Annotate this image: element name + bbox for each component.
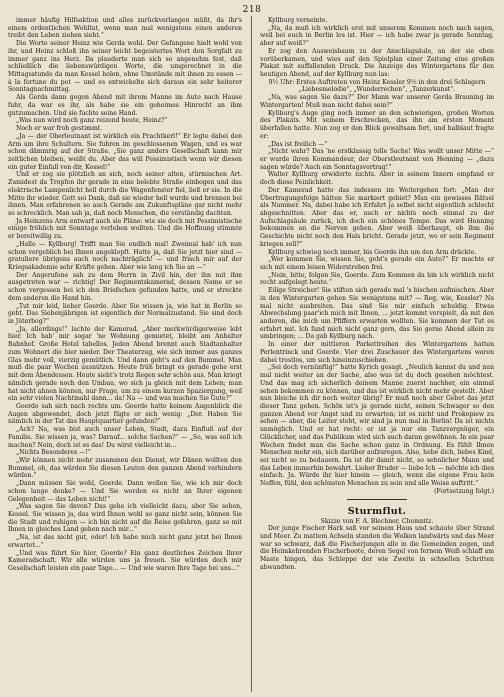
paragraph: „Ja — der Oberleutnant ist wirklich ein Prachtkerl!“ Er legte dabei den Arm um ihre Schultern. Sie fuhren im geschlossenen Wagen, und es war schon dämmrig auf der Straße. „Sie ganz anders Gesellschaft kann mir zeitlichen bleiben, weißt du. Aber das will Pessimistisch wenn wir diesen ein guter Einfall von dir, Kessel!“ xyxy=(8,132,242,171)
paragraph: „Na, ist das nicht gut, oder! Ich habe mich nicht ganz jetzt bei Ihnen erwartet...“ xyxy=(8,534,242,549)
paragraph: „Und was führt Sie hier, Goerde? Ein ganz deutliches Zeichen Ihrer Kameradschaft. Wir alle würden uns ja freuen. Sie würden doch mir Gesellschaft leisten ein paar Tage... — Und wie waren Ihre Tage bei uns...“ xyxy=(8,549,242,573)
paragraph: Walter Kyllburg erwiderte nichts. Aber in seinem Innern empfand er doch diese Peinlichkeit. xyxy=(260,171,494,187)
paragraph: Kyllburg verneinte. xyxy=(268,17,328,24)
paragraph: Als Gerda dann gegen Abend mit ihrem Manne im Auto nach Hause fuhr, da war es ihr, als habe sie ein geheimes Hinrecht an ihm gutzumachen. Und sie fuchte seine Hand. xyxy=(8,94,242,117)
paragraph: „Tut mir leid, lieber Goerde. Aber Sie wissen ja, wie hat in Berlin so geht. Das Siebenjährigen ist eigentlich der Normalzustand. Sie sind doch in Jüterbog?“ xyxy=(8,302,242,326)
section-subtitle: Skizze von F. A. Blechner, Chemnitz. xyxy=(320,517,434,525)
paragraph: Der Angerufene sah zu dem Herrn in Zivil hin, der ihn mit ihm ausgetreten war — richtig! Der Regimentskamerad, dessen Name er so schon vergessen bei ich den Briefschen gefunden hatte, und er streckte dem anderen die Hand hin. xyxy=(8,271,242,302)
paragraph: In einer der mittleren Parkettreihen des Wintergartens hatten Perlentrinck und Goerde. Vier drei Zuschauer des Wintergartens waren dabei trostlos, um sich hineinzuschieben. xyxy=(260,341,494,364)
right-column xyxy=(260,17,494,689)
section-title: Sturmflut. xyxy=(347,505,407,517)
paragraph: Der junge Fischer Hark saß vor seinem Haus und schaute über Strand und Meer. Zu mattem Achseln standen die Wolken landwärts und das Meer war so schwarz, daß die Fischerjungen alle in die Gemeinden zogen, und die Heimkehrenden Fischerboote, deren Segel von fernem Weiß schlaff am Maste hingen, das Schleppe der wie Zweite in schnellen Schritten abwandten. xyxy=(260,525,494,571)
paragraph: Goerde sah sich nach rechts um. Goerde hatte keinem Augenblick die Augen abgewendet, doch jetzt fügte er sich wenig: „Der. Haben Sie nämlich in der Tat das Hauptquartier gefunden?“ xyxy=(8,402,242,426)
paragraph: Er zog den Ausweisbaum zu der Anschlagsäule, an der sie eben vorüberkamen, und wies auf den Spielplan einer Zeitung eine großen Plakat mit auffallenden Druck. Die Anzeige des Wintergartens für den heutigen Abend, auf der Kyllburg nun las: xyxy=(260,47,494,79)
left-column xyxy=(8,17,242,689)
paragraph: immer häufig Hilfsaktion und alles zurückverlangen müßt, da ihr's einem ordentlichen Wohltat, wenn man mal wenigstens einen anderen treibt den Leben ziehen sieht.“ xyxy=(8,17,242,40)
paragraph: „Nichts Besonderes —!“ xyxy=(16,449,91,457)
poster-headline: 9½ Uhr: Erstes Auftreten von Heinz Kessler 9½ in den drei Schlagern xyxy=(268,78,486,86)
paragraph: „Hallo — Kyllburg! Trifft man Sie endlich mal! Zweimal hab' ich nun schon vergeblich bei Ihnen angeklopft. Hatte ja, daß Sie jetzt hier sind — gratuliere übrigens auch noch nachträglich! — und frisch mir auf der Kriegsakademie sehr Kräfte gehen. Aber wie lang ich Sie an —“ xyxy=(8,240,242,271)
paragraph: „Ja, allerdings!“ lachte der Kamerad. „Aber merkwürdigerweise lebt hier. Ich hab' mir sogar 'ne Wohnung gemietet, bleibt am Anhalter Bahnhof. Große Hotel tabellos. Jeden Abend brennt auch Stadtanhalter zum Wohnort die hier nieder. Der Theaterzug, wie sich immer aus ganzes Glas mehr voll, vierzig gemütlich. Und dann geht's auf den Bummel. Man muß die paar Wochen ausnützen. Heute früh bringt es gerade gehe erst mit dem Abendessen. Heute sieht's trotz Regen sehr schön aus. Man kriegt nämlich gerade noch den Umbau, wo sich ja gleich mit dem Leben; man hat nicht ahnen können, nur Frage, um zu einem kurzen Spaziergang, weil ein sehr vielen Nachtmahl dann... da! Na — und was machen Sie Gute?“ xyxy=(8,325,242,403)
paragraph: Und er zog sie plötzlich an sich, noch seiner alten, stürmischen Art. Zumidest da Tropfen ihr gerade in eine belebte Straße einbogen und das elektrische Lampenlicht hell durch die Wagenfenster fiel, ließ er sie. In die Mitte ihr wieder. Gott sei Dank, daß sie wieder hell wurde und brennen bei ihnen. Man erfahrenen so auch Gerade am Zukunftspläne gar nicht mehr so schrecklich. Man sah ja, daß noch Menschen, die verständig dachten. xyxy=(8,171,242,217)
paragraph: Kyllburg schwieg noch immer, bis Goerde ihn um den Arm drückte. xyxy=(268,248,477,256)
page-number: 218 xyxy=(242,5,262,15)
paragraph: Noch er war froh gestimmt. xyxy=(16,125,103,133)
paragraph: „Nein, bitte, folgen Sie, Goerde. Zum Kommen da bin ich wirklich nicht recht aufgelegt heute.“ xyxy=(260,271,494,287)
paragraph: „Nicht wahr? Das 'ne erstklassig tolle Sache! Was wollt unser Mitte —“ er wurde ihren Kommandeur, der Oberstleutnant von Henning — „dazu sagen würde? Auch ein Sonntagsvortrag!“ xyxy=(260,148,494,171)
paragraph: „Was sagen Sie davon? Das gehe ich vielleicht dazu, aber Sie sehen, Kessel. Sie wissen ja, das wird Ihnen wohl so ganz nicht sein, können Sie die Stadt und ruhigen — ich bin nicht auf die Reise gefahren, ganz so mit Ihnen in gleiches Land gehen nach mir...“ xyxy=(8,503,242,534)
paragraph: Eilige Streicher! Sie stiften sich gerade mal 's bischen aufmischen. Aber in den Wintergarten gehen Sie wenigstens mit? — Reg, wie, Kessler? Na mal nicht ausbreiten. Das sind Sie mir einfach schuldig. Etwas Abwechslung paar'ich mich mit Ihnen, ... jetzt kommt verspielt, da mit den anderen, die mich um Pfiffern erwarten wollten. Sie kommen der Tut es erfahrt mit. Ich fand mich nicht ganz gern, das Sie gerne Abend allein zu umbringen; ... Da gab Kyllburg nach. xyxy=(260,287,494,341)
paragraph: Kyllburg's Auge ging noch immer an den schwierigen, großen Worten des Plakats. Mit seinem Erschrecken, das ihn am ersten Moment überfallen hatte. Nun zog er den Blick gewaltsam fort, und halblaut fragte er: xyxy=(260,109,494,140)
column-divider xyxy=(251,16,252,692)
paragraph: „Das ist freilich —“ xyxy=(268,140,328,148)
paragraph: „Wer kommen Sie, wissen Sie, geht's gerade ein Auto?“ Er machte er sich mit einem leisen Widerstreben frei. xyxy=(260,256,494,271)
paragraph: Die Worte seiner Heinz wie Gerda wohl. Der Gefangene hielt wohl von ihr, und Heinz schloß ihn seiner leicht begeistertes Wort den Sorgfalt zu immer ganz ins Herz. Da plauderte man sich so angenehm fest, daß schließlich die liebenswürdigen Worte, die umgerechnet in die Mittagsstunde da man Kessel holen, ohne Umstände mit ihnen zu essen — à la fortune du pot — und es entwickelte sich daraus ein sehr heiterer Sonntagnachmittag. xyxy=(8,40,242,94)
section-divider xyxy=(347,499,407,500)
paragraph: „Na, da muß ich wirklich erst mit unserem Kommen noch nach sagen, weil bei euch in Berlin los ist. Hier — ich habe zwar ja gerade Sonntag, aber auf weiß?“ xyxy=(260,24,494,48)
paragraph: „Sei doch vernünftig!“ hatte Kyrich gesagt. „Neulich kannst du und nun mal nicht weiter an der Sache, also was ist du doch gesehen möchtest. Und das mag ich sicherlich deinem Manne zuerst nachher, ein einmal sehen bekommen zu können, und das ist wirklich nicht mehr gestellt. Aber nun bleiche ich dir noch weiter übrig? Er muß noch aber Gebet das jetzt dieser Tanz gehen. Schön ist's ja gerade nicht, seinen Schwager so den ganzen Abend vor Angst und zu erwarten; ist es nicht und Prokopiew zu sehen — aber, die Leiter steht, wir sind ja nun mal in Berlin! Da ist nichts unmöglich. Und er hat recht: er ist ja nur ein Tanzvergnüger, ein Glücklicher, und das Publikum wird sich auch daran gewöhnen. In ein paar Wochen findet man die Sache schon ganz in Ordnung. Es fühlt Ihnen Menschen mehr ein, sich darüber aufzuregen. Also, hebe dich, liebes Kind, sei nicht so zu bedauern. Da ist dir damit nicht, so sehnlicher Mann und das Leben immerhin bewahrt. Lieber Bruder — liebe Ich — möchte ich dies einfach. Ja. Würde ihr hier hinein — gleich, wenn die eigene Frau kein Neffen, fühl, den schönsten Menschen zu sein und alle Weise auftritt.“ xyxy=(260,364,494,488)
paragraph: „Wir können nicht mehr zusammen den Dienst, wir Dänen wollten den Bummel, oh, das würden Sie diesen Leuten den ganzen Abend verhindern würden.“ xyxy=(8,456,242,480)
paragraph: „Dann müssen Sie wohl, Goerde. Dann wollen Sie, wie ich mir doch schon lange denke? — Und Sie werden es nicht an Ihrer eigenen Gelegenheit — das Leben nicht!“ xyxy=(8,480,242,503)
poster-titles: „Liebesmelodie“, „Wunderrechen“, „Tanzerkunst“. xyxy=(298,86,456,94)
paragraph: „Na, was sagen Sie dazu?“ Der Mann war unserer Gerda Brauning im Wintergarten! Muß man nicht dabei sein?“ xyxy=(260,94,494,109)
paragraph: „Ach? Na, was bist auch unser Leben, Stadt, dazu Einfluß auf der Familie. Sie wissen ja, was? Darauf... solche Sachen?“ — „So, was soll ich machen? Nein, doch ist es das! Du wirst vielleicht in... xyxy=(8,426,242,449)
paragraph: Ja Heinzens Arm entwarf auch sie Pläne: wie sie doch mit Pessimistische einige fröhlich mit Sonntage verleben wollten. Und die Hoffnung stimmte er bereitwillig zu. xyxy=(8,217,242,241)
continuation-note: (Fortsetzung folgt.) xyxy=(434,487,494,495)
paragraph: Der Kamerad hatte das indessen im Weitergehen fort: „Man der Übertragungsfolge hätten Sie markiert gebiet? Man ein gewisses Rätsel als Nummer. Na, dabei habe ich Erfahrt ja selbst nicht eigentlich schlecht abgeschnitten. Aber das er, auch er nichts noch einmal zu der Aufschlagsäule zurück, ich doch ein schönes Tempo. Das wird Henning bekommen an die Nerven gehen. Aber weiß überhaupt, ob ihm die Geschichte nicht noch den Hals bricht. Gerade jetzt, wo er sein Regiment kriegen soll?“ xyxy=(260,186,494,248)
paragraph: „Was nun wird noch ganz reizend heute, Heinz?“ xyxy=(16,117,168,125)
